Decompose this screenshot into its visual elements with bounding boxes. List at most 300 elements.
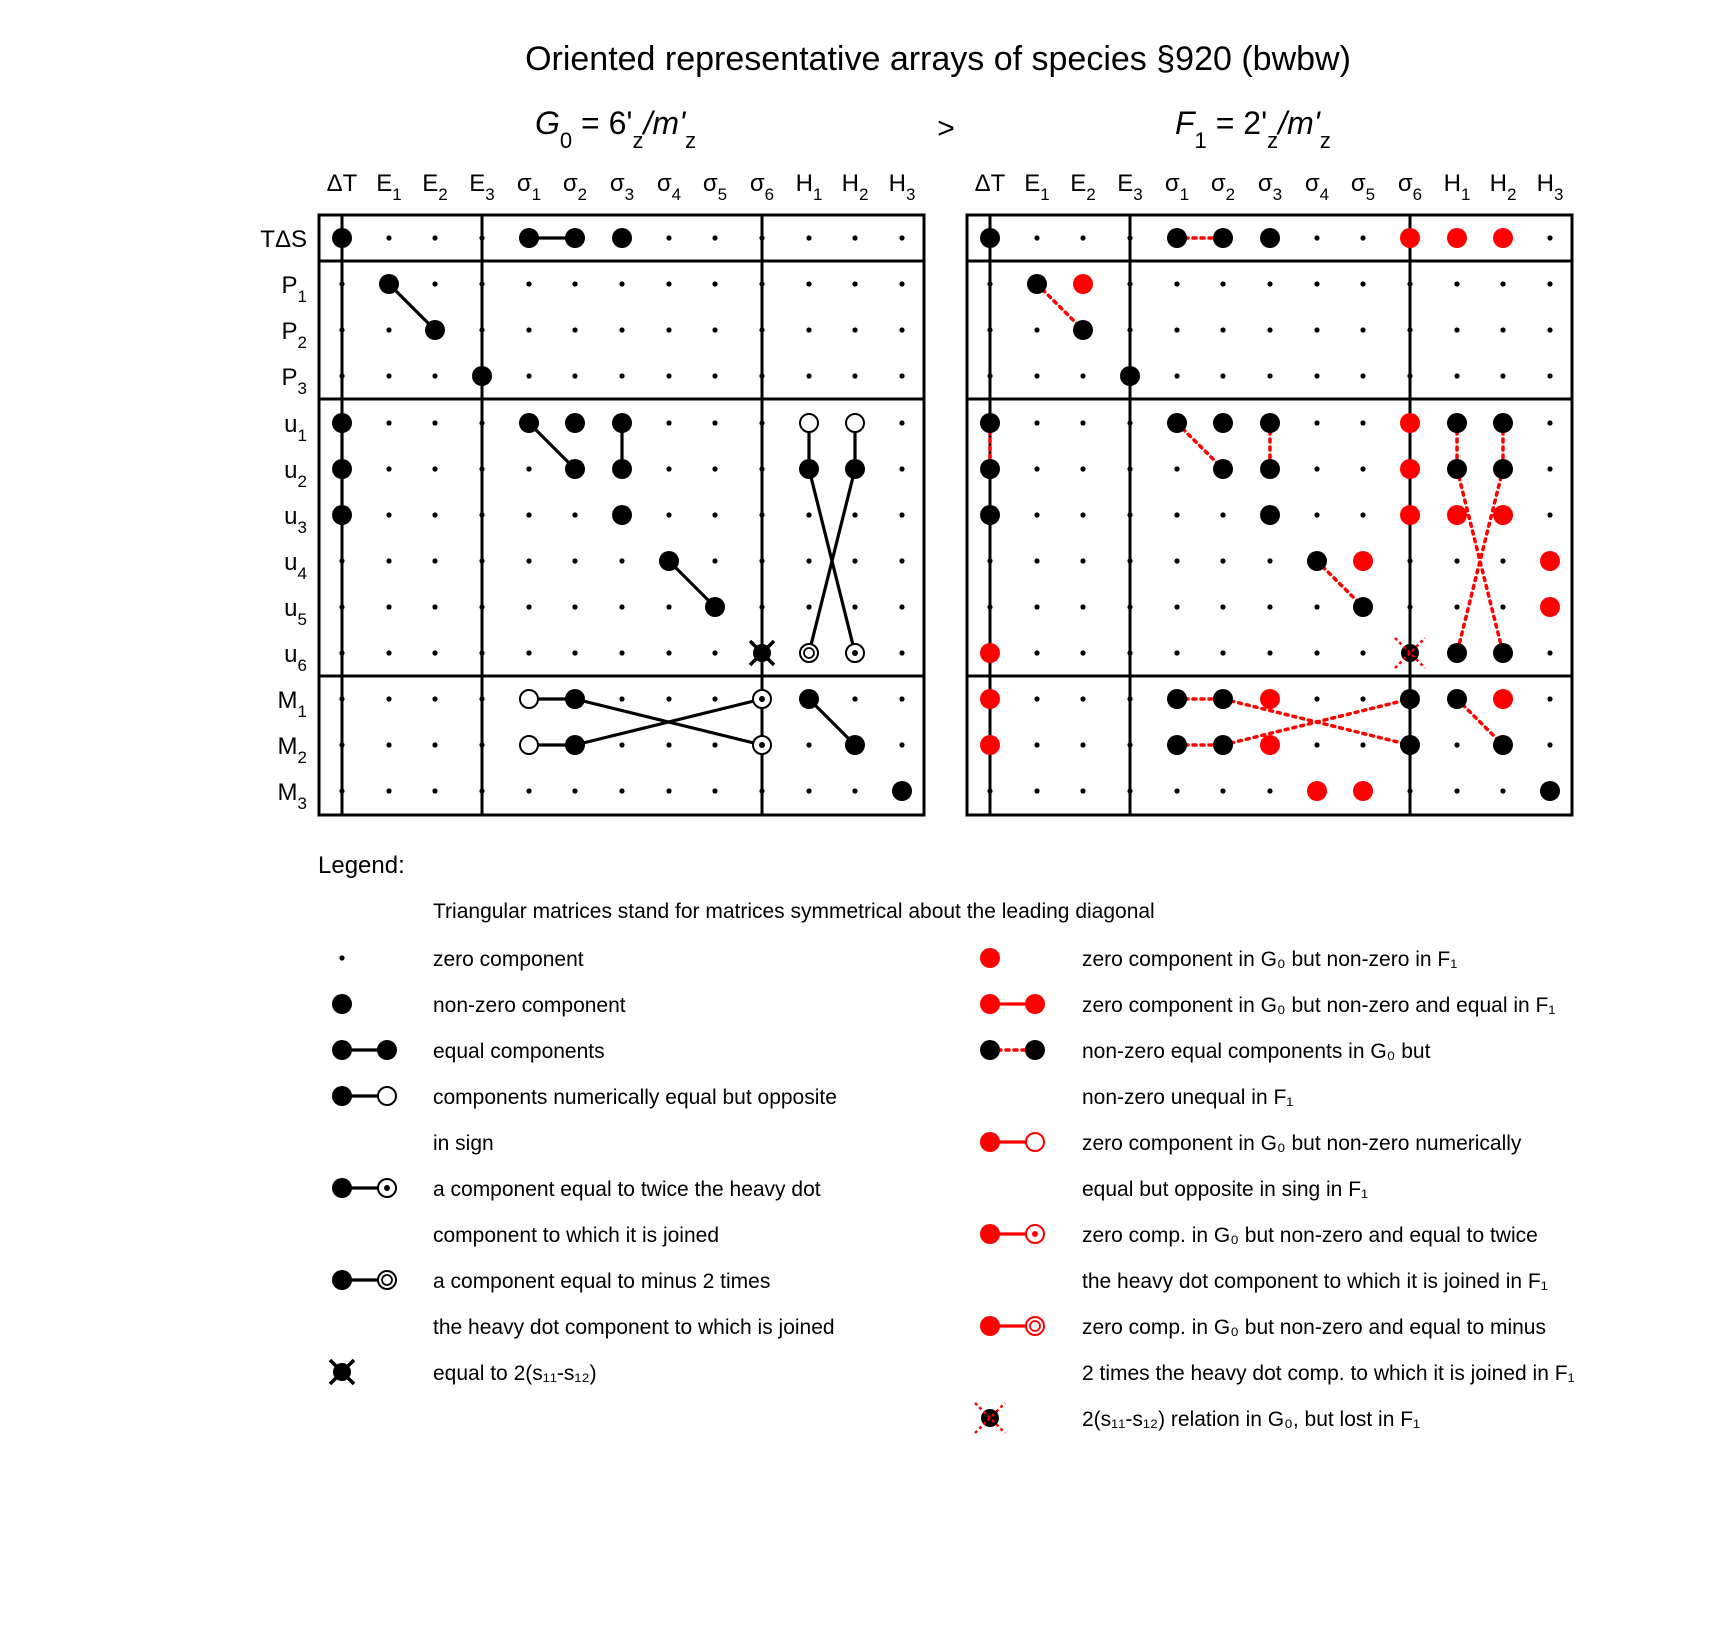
zero-dot <box>1314 373 1319 378</box>
legend-text: equal but opposite in sing in F₁ <box>1082 1178 1369 1201</box>
zero-dot <box>806 558 811 563</box>
zero-dot <box>1127 235 1132 240</box>
zero-dot <box>899 235 904 240</box>
zero-dot <box>666 235 671 240</box>
zero-dot <box>1314 281 1319 286</box>
nonzero-dot <box>1260 413 1280 433</box>
zero-dot <box>1407 281 1412 286</box>
zero-dot <box>619 558 624 563</box>
zero-dot <box>759 281 764 286</box>
zero-dot <box>1127 788 1132 793</box>
zero-dot <box>1127 696 1132 701</box>
nonzero-dot <box>1540 781 1560 801</box>
legend-text: zero comp. in G₀ but non-zero and equal to twice <box>1082 1224 1538 1247</box>
zero-dot <box>1500 558 1505 563</box>
nonzero-dot <box>1493 735 1513 755</box>
nonzero-dot <box>705 597 725 617</box>
zero-dot <box>806 604 811 609</box>
new-nonzero-dot <box>980 689 1000 709</box>
zero-dot <box>759 373 764 378</box>
zero-dot <box>386 650 391 655</box>
zero-dot <box>899 742 904 747</box>
zero-dot <box>339 650 344 655</box>
zero-dot <box>386 512 391 517</box>
zero-dot <box>1220 281 1225 286</box>
zero-dot <box>1127 281 1132 286</box>
zero-dot <box>1547 650 1552 655</box>
zero-dot <box>1080 788 1085 793</box>
nonzero-dot <box>519 228 539 248</box>
nonzero-dot <box>612 228 632 248</box>
zero-dot <box>1174 373 1179 378</box>
zero-dot <box>1034 650 1039 655</box>
zero-dot <box>1080 235 1085 240</box>
new-nonzero-dot <box>1400 228 1420 248</box>
nonzero-dot <box>1213 735 1233 755</box>
legend-symbol-red-dot <box>980 948 1000 968</box>
new-nonzero-dot <box>1540 551 1560 571</box>
zero-dot <box>432 281 437 286</box>
f1-col-header: ΔT <box>974 170 1006 197</box>
zero-dot <box>526 788 531 793</box>
zero-dot <box>1174 788 1179 793</box>
zero-dot <box>479 650 484 655</box>
new-nonzero-dot <box>1493 505 1513 525</box>
zero-dot <box>1080 373 1085 378</box>
nonzero-dot <box>1493 459 1513 479</box>
zero-dot <box>899 558 904 563</box>
zero-dot <box>1080 466 1085 471</box>
new-nonzero-dot <box>1260 689 1280 709</box>
zero-dot <box>619 650 624 655</box>
zero-dot <box>759 327 764 332</box>
zero-dot <box>987 327 992 332</box>
zero-dot <box>572 373 577 378</box>
g0-col-header: $\sigma_1$ <box>516 170 542 204</box>
zero-dot <box>572 327 577 332</box>
zero-dot <box>1547 466 1552 471</box>
zero-dot <box>1080 604 1085 609</box>
zero-dot <box>526 373 531 378</box>
legend-text: in sign <box>433 1132 494 1155</box>
nonzero-dot <box>799 459 819 479</box>
zero-dot <box>386 558 391 563</box>
zero-dot <box>479 696 484 701</box>
row-header: $u_6$ <box>284 641 307 675</box>
zero-dot <box>1454 281 1459 286</box>
nonzero-dot <box>565 689 585 709</box>
legend-text: a component equal to minus 2 times <box>433 1270 771 1293</box>
new-nonzero-dot <box>1493 228 1513 248</box>
zero-dot <box>1267 788 1272 793</box>
zero-dot <box>1220 788 1225 793</box>
zero-dot <box>1267 281 1272 286</box>
zero-dot <box>899 420 904 425</box>
legend-symbol-cross-dot <box>330 1360 354 1384</box>
zero-dot <box>1174 604 1179 609</box>
zero-dot <box>1360 281 1365 286</box>
nonzero-dot <box>472 366 492 386</box>
zero-dot <box>1220 558 1225 563</box>
zero-dot <box>619 373 624 378</box>
zero-dot <box>432 604 437 609</box>
nonzero-dot <box>565 228 585 248</box>
legend-heading: Legend: <box>318 852 405 879</box>
new-nonzero-dot <box>1447 505 1467 525</box>
zero-dot <box>432 742 437 747</box>
zero-dot <box>1454 788 1459 793</box>
zero-dot <box>1360 235 1365 240</box>
nonzero-dot <box>379 274 399 294</box>
nonzero-dot <box>1260 505 1280 525</box>
legend-text: zero component in G₀ but non-zero numerically <box>1082 1132 1522 1155</box>
legend-symbol-small-dot <box>339 955 344 960</box>
zero-dot <box>712 512 717 517</box>
zero-dot <box>1547 373 1552 378</box>
f1-col-header: $\sigma_1$ <box>1164 170 1190 204</box>
zero-dot <box>1500 281 1505 286</box>
nonzero-dot <box>1260 459 1280 479</box>
zero-dot <box>1267 558 1272 563</box>
new-nonzero-dot <box>1400 459 1420 479</box>
zero-dot <box>666 650 671 655</box>
nonzero-dot <box>1447 413 1467 433</box>
zero-dot <box>852 235 857 240</box>
nonzero-dot <box>1260 228 1280 248</box>
nonzero-dot <box>612 505 632 525</box>
zero-dot <box>1220 512 1225 517</box>
zero-dot <box>432 650 437 655</box>
zero-dot <box>666 466 671 471</box>
zero-dot <box>1360 420 1365 425</box>
row-header: $M_1$ <box>277 687 307 721</box>
zero-dot <box>899 373 904 378</box>
nonzero-dot <box>1447 643 1467 663</box>
zero-dot <box>1407 558 1412 563</box>
row-header: $u_2$ <box>284 457 307 491</box>
zero-dot <box>1314 604 1319 609</box>
zero-dot <box>1314 466 1319 471</box>
zero-dot <box>339 373 344 378</box>
zero-dot <box>1407 327 1412 332</box>
zero-dot <box>1547 696 1552 701</box>
zero-dot <box>1034 696 1039 701</box>
zero-dot <box>666 604 671 609</box>
nonzero-dot <box>845 735 865 755</box>
zero-dot <box>479 327 484 332</box>
zero-dot <box>712 696 717 701</box>
zero-dot <box>1314 742 1319 747</box>
nonzero-dot <box>980 505 1000 525</box>
zero-dot <box>759 466 764 471</box>
nonzero-dot <box>332 413 352 433</box>
zero-dot <box>526 558 531 563</box>
zero-dot <box>1360 696 1365 701</box>
zero-dot <box>386 420 391 425</box>
zero-dot <box>806 281 811 286</box>
legend-symbol-big-dot <box>332 994 352 1014</box>
zero-dot <box>526 604 531 609</box>
zero-dot <box>572 512 577 517</box>
nonzero-dot <box>1493 413 1513 433</box>
row-header: $P_3$ <box>281 364 307 398</box>
zero-dot <box>1267 650 1272 655</box>
nonzero-dot <box>1213 459 1233 479</box>
zero-dot <box>1360 373 1365 378</box>
zero-dot <box>712 235 717 240</box>
zero-dot <box>987 604 992 609</box>
row-header: $P_1$ <box>281 272 307 306</box>
zero-dot <box>712 650 717 655</box>
zero-dot <box>619 327 624 332</box>
zero-dot <box>526 466 531 471</box>
legend-text: non-zero equal components in G₀ but <box>1082 1040 1431 1063</box>
zero-dot <box>386 696 391 701</box>
zero-dot <box>852 696 857 701</box>
nonzero-dot <box>1353 597 1373 617</box>
zero-dot <box>806 742 811 747</box>
opposite-dot <box>800 414 818 432</box>
zero-dot <box>899 327 904 332</box>
nonzero-dot <box>1400 689 1420 709</box>
zero-dot <box>1267 373 1272 378</box>
zero-dot <box>1454 742 1459 747</box>
row-header: $u_4$ <box>284 549 307 583</box>
g0-col-header: $H_1$ <box>795 170 823 204</box>
zero-dot <box>386 604 391 609</box>
legend-text: non-zero unequal in F₁ <box>1082 1086 1294 1109</box>
zero-dot <box>987 788 992 793</box>
zero-dot <box>666 373 671 378</box>
zero-dot <box>1127 327 1132 332</box>
zero-dot <box>852 512 857 517</box>
zero-dot <box>1547 235 1552 240</box>
zero-dot <box>1360 742 1365 747</box>
zero-dot <box>1034 742 1039 747</box>
nonzero-dot <box>1213 228 1233 248</box>
nonzero-dot <box>1167 689 1187 709</box>
legend-text: zero comp. in G₀ but non-zero and equal to minus <box>1082 1316 1546 1339</box>
zero-dot <box>759 604 764 609</box>
zero-dot <box>1034 235 1039 240</box>
zero-dot <box>1547 742 1552 747</box>
g0-col-header: $E_3$ <box>469 170 495 204</box>
g0-col-header: $\sigma_2$ <box>562 170 588 204</box>
f1-col-header: $E_1$ <box>1024 170 1050 204</box>
zero-dot <box>899 281 904 286</box>
zero-dot <box>1034 604 1039 609</box>
legend-text: the heavy dot component to which it is joined in F₁ <box>1082 1270 1548 1293</box>
legend-text: non-zero component <box>433 994 626 1017</box>
nonzero-dot <box>565 459 585 479</box>
zero-dot <box>852 558 857 563</box>
zero-dot <box>1127 558 1132 563</box>
legend-text: component to which it is joined <box>433 1224 719 1247</box>
zero-dot <box>666 327 671 332</box>
f1-col-header: $\sigma_5$ <box>1350 170 1376 204</box>
zero-dot <box>1174 558 1179 563</box>
legend-note: Triangular matrices stand for matrices symmetrical about the leading diagonal <box>433 900 1155 923</box>
zero-dot <box>1034 420 1039 425</box>
zero-dot <box>1220 327 1225 332</box>
g0-col-header: $\sigma_6$ <box>749 170 775 204</box>
zero-dot <box>666 281 671 286</box>
zero-dot <box>386 742 391 747</box>
opposite-dot <box>520 736 538 754</box>
nonzero-dot <box>1447 689 1467 709</box>
legend-text: a component equal to twice the heavy dot <box>433 1178 821 1201</box>
new-nonzero-dot <box>1400 505 1420 525</box>
nonzero-dot <box>1493 643 1513 663</box>
zero-dot <box>806 235 811 240</box>
zero-dot <box>852 604 857 609</box>
zero-dot <box>432 235 437 240</box>
zero-dot <box>479 512 484 517</box>
zero-dot <box>712 742 717 747</box>
zero-dot <box>432 696 437 701</box>
zero-dot <box>1220 650 1225 655</box>
comparison-symbol: > <box>937 112 955 145</box>
zero-dot <box>899 604 904 609</box>
zero-dot <box>759 235 764 240</box>
row-header: TΔS <box>260 226 307 253</box>
opposite-dot <box>846 414 864 432</box>
zero-dot <box>1500 604 1505 609</box>
g0-col-header: $\sigma_3$ <box>609 170 635 204</box>
zero-dot <box>1080 696 1085 701</box>
zero-dot <box>1127 512 1132 517</box>
legend-text: zero component in G₀ but non-zero in F₁ <box>1082 948 1458 971</box>
zero-dot <box>619 281 624 286</box>
row-header: $M_3$ <box>277 779 307 813</box>
zero-dot <box>899 512 904 517</box>
nonzero-dot <box>332 459 352 479</box>
f1-col-header: $H_3$ <box>1536 170 1564 204</box>
zero-dot <box>339 604 344 609</box>
zero-dot <box>899 466 904 471</box>
row-header: $P_2$ <box>281 318 307 352</box>
nonzero-dot <box>980 413 1000 433</box>
new-nonzero-dot <box>1447 228 1467 248</box>
zero-dot <box>1127 604 1132 609</box>
zero-dot <box>386 327 391 332</box>
g0-col-header: $E_2$ <box>422 170 448 204</box>
zero-dot <box>1080 558 1085 563</box>
zero-dot <box>1314 696 1319 701</box>
zero-dot <box>1500 373 1505 378</box>
zero-dot <box>572 558 577 563</box>
zero-dot <box>1267 604 1272 609</box>
opposite-dot <box>520 690 538 708</box>
nonzero-dot <box>612 413 632 433</box>
zero-dot <box>1220 604 1225 609</box>
nonzero-dot <box>1213 413 1233 433</box>
nonzero-dot <box>1167 413 1187 433</box>
zero-dot <box>432 558 437 563</box>
new-nonzero-dot <box>1353 551 1373 571</box>
zero-dot <box>852 788 857 793</box>
zero-dot <box>1034 327 1039 332</box>
zero-dot <box>1500 327 1505 332</box>
zero-dot <box>619 788 624 793</box>
zero-dot <box>712 327 717 332</box>
nonzero-dot <box>565 413 585 433</box>
zero-dot <box>1034 373 1039 378</box>
zero-dot <box>987 373 992 378</box>
nonzero-dot <box>980 459 1000 479</box>
nonzero-dot <box>1447 459 1467 479</box>
new-nonzero-dot <box>1073 274 1093 294</box>
nonzero-dot <box>1167 228 1187 248</box>
zero-dot <box>479 281 484 286</box>
nonzero-dot <box>980 228 1000 248</box>
f1-col-header: $\sigma_2$ <box>1210 170 1236 204</box>
zero-dot <box>1267 327 1272 332</box>
zero-dot <box>1314 327 1319 332</box>
zero-dot <box>1360 512 1365 517</box>
nonzero-dot <box>1027 274 1047 294</box>
nonzero-dot <box>1307 551 1327 571</box>
zero-dot <box>526 512 531 517</box>
zero-dot <box>479 558 484 563</box>
g0-col-header: $\sigma_5$ <box>702 170 728 204</box>
zero-dot <box>619 604 624 609</box>
zero-dot <box>1547 420 1552 425</box>
zero-dot <box>1174 281 1179 286</box>
zero-dot <box>479 466 484 471</box>
zero-dot <box>666 420 671 425</box>
zero-dot <box>432 420 437 425</box>
zero-dot <box>759 420 764 425</box>
diagram-title: Oriented representative arrays of species §920 (bwbw) <box>525 40 1351 78</box>
zero-dot <box>526 327 531 332</box>
zero-dot <box>987 558 992 563</box>
zero-dot <box>479 604 484 609</box>
legend-text: zero component in G₀ but non-zero and equal in F₁ <box>1082 994 1556 1017</box>
zero-dot <box>1454 558 1459 563</box>
zero-dot <box>1034 466 1039 471</box>
nonzero-dot <box>425 320 445 340</box>
f1-col-header: $\sigma_6$ <box>1397 170 1423 204</box>
f1-col-header: $H_2$ <box>1489 170 1517 204</box>
legend-text: 2 times the heavy dot comp. to which it is joined in F₁ <box>1082 1362 1575 1385</box>
zero-dot <box>1174 466 1179 471</box>
new-nonzero-dot <box>980 643 1000 663</box>
zero-dot <box>386 373 391 378</box>
zero-dot <box>479 788 484 793</box>
f1-col-header: $E_2$ <box>1070 170 1096 204</box>
zero-dot <box>712 558 717 563</box>
new-nonzero-dot <box>1307 781 1327 801</box>
zero-dot <box>572 281 577 286</box>
zero-dot <box>526 650 531 655</box>
zero-dot <box>1127 650 1132 655</box>
new-nonzero-dot <box>1493 689 1513 709</box>
g0-col-header: $\sigma_4$ <box>656 170 682 204</box>
zero-dot <box>432 373 437 378</box>
zero-dot <box>666 742 671 747</box>
f1-col-header: $E_3$ <box>1117 170 1143 204</box>
g0-col-header: ΔT <box>326 170 358 197</box>
zero-dot <box>572 650 577 655</box>
zero-dot <box>1407 373 1412 378</box>
zero-dot <box>759 512 764 517</box>
zero-dot <box>1454 327 1459 332</box>
nonzero-dot <box>565 735 585 755</box>
zero-dot <box>712 788 717 793</box>
new-nonzero-dot <box>1400 413 1420 433</box>
new-nonzero-dot <box>1353 781 1373 801</box>
